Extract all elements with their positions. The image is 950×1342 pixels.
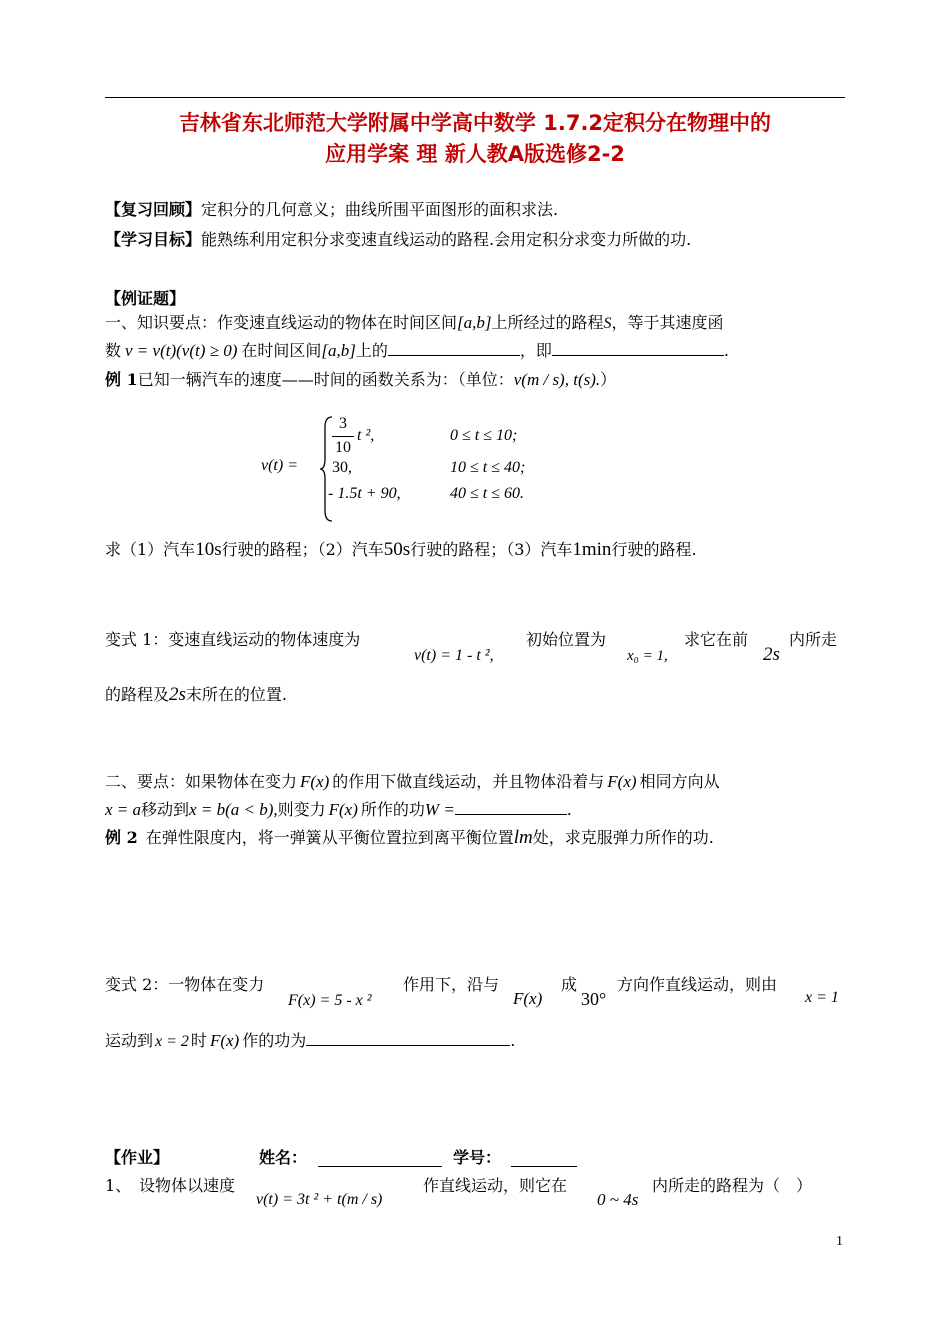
variant2-text-a: 变式 2：一物体在变力 bbox=[105, 975, 265, 994]
example1-line bbox=[105, 368, 616, 392]
variant1-text-c: 求它在前 bbox=[684, 630, 749, 649]
example1-text: 已知一辆汽车的速度——时间的函数关系为：（单位： bbox=[137, 370, 514, 389]
variant1-2s: 2s bbox=[763, 644, 780, 665]
fraction-denominator: 10 bbox=[335, 439, 351, 456]
variant1-velocity: v(t) = 1 - t ², bbox=[414, 647, 494, 664]
point2-text-c: 相同方向从 bbox=[639, 772, 720, 791]
point1-text-h: . bbox=[723, 341, 729, 360]
point2-line-1 bbox=[105, 770, 720, 794]
goal-text: 能熟练利用定积分求变速直线运动的路程.会用定积分求变力所做的功. bbox=[201, 230, 692, 249]
id-field[interactable] bbox=[511, 1150, 577, 1167]
variant2-text-h: . bbox=[510, 1031, 516, 1050]
variant1-text-b: 初始位置为 bbox=[526, 630, 607, 649]
example1-label: 例 1 bbox=[105, 370, 138, 389]
example1-close: ） bbox=[600, 370, 617, 389]
homework-q1-text-a: 设物体以速度 bbox=[139, 1176, 236, 1195]
goal-line bbox=[105, 228, 691, 252]
example2-line bbox=[105, 826, 714, 850]
homework-q1-range: 0 ~ 4s bbox=[597, 1190, 639, 1209]
homework-label: 【作业】 bbox=[105, 1148, 170, 1167]
case2-condition: 10 ≤ t ≤ 40; bbox=[450, 459, 526, 476]
point1-line-1 bbox=[105, 311, 724, 336]
example2-label: 例 2 bbox=[105, 828, 138, 847]
point2-line-2 bbox=[105, 798, 572, 822]
blank-3[interactable] bbox=[455, 798, 567, 815]
time-50s: 50s bbox=[383, 539, 411, 560]
force-fx-2: F(x) bbox=[607, 772, 637, 791]
x-equals-b: x = b(a < b), bbox=[189, 800, 278, 819]
point2-text-a: 二、要点：如果物体在变力 bbox=[105, 772, 298, 791]
homework-name-label: 姓名： bbox=[259, 1148, 308, 1167]
time-1min: 1min bbox=[572, 539, 612, 560]
example2-text-b: 处，求克服弹力所作的功. bbox=[532, 828, 714, 847]
angle-30: 30° bbox=[581, 989, 607, 1009]
variant2-text-b: 作用下，沿与 bbox=[403, 975, 500, 994]
variant1-line-2 bbox=[105, 683, 287, 707]
variant2-fx-2: F(x) bbox=[209, 1031, 240, 1050]
homework-q1-num: 1、 bbox=[105, 1176, 132, 1195]
case3-expr: - 1.5t + 90, bbox=[328, 485, 401, 502]
case2-expr: 30, bbox=[332, 459, 352, 476]
goal-label: 【学习目标】 bbox=[105, 230, 202, 249]
point2-text-b: 的作用下做直线运动，并且物体沿着与 bbox=[332, 772, 605, 791]
fraction-bar bbox=[332, 436, 354, 437]
point1-text-b: 上所经过的路程 bbox=[491, 313, 604, 332]
review-line bbox=[105, 198, 558, 222]
point1-text-a: 一、知识要点：作变速直线运动的物体在时间区间 bbox=[105, 313, 458, 332]
force-fx: F(x) bbox=[300, 772, 330, 791]
variant1-x0: x₀ = 1, bbox=[627, 648, 668, 664]
point2-text-g: . bbox=[566, 800, 572, 819]
question-text-c: 行驶的路程；（3）汽车 bbox=[410, 540, 573, 559]
point1-text-f: 上的 bbox=[355, 341, 388, 360]
velocity-expr: v = v(t)(v(t) ≥ 0) bbox=[125, 341, 238, 360]
variant2-text-f: 时 bbox=[190, 1031, 207, 1050]
variant2-text-g: 作的功为 bbox=[242, 1031, 307, 1050]
case1-expr: t ², bbox=[357, 427, 375, 444]
point1-text-d: 数 bbox=[105, 341, 122, 360]
interval-ab: [a,b] bbox=[457, 313, 492, 332]
point1-line-2 bbox=[105, 339, 729, 363]
case1-condition: 0 ≤ t ≤ 10; bbox=[450, 427, 518, 444]
point1-text-g: ，即 bbox=[519, 341, 552, 360]
case3-condition: 40 ≤ t ≤ 60. bbox=[450, 485, 525, 502]
point2-text-e: 则变力 bbox=[277, 800, 326, 819]
example1-questions bbox=[105, 538, 697, 562]
variant1-text-f: 末所在的位置. bbox=[185, 685, 288, 704]
point2-text-d: 移动到 bbox=[141, 800, 190, 819]
length-lm: lm bbox=[513, 827, 533, 848]
fraction-numerator: 3 bbox=[339, 415, 347, 432]
question-text-d: 行驶的路程. bbox=[611, 540, 697, 559]
distance-s: S bbox=[603, 315, 612, 332]
question-text-b: 行驶的路程；（2）汽车 bbox=[221, 540, 384, 559]
blank-2[interactable] bbox=[552, 339, 724, 356]
variant2-text-c: 成 bbox=[561, 975, 578, 994]
name-field[interactable] bbox=[318, 1150, 442, 1167]
variant2-text-e: 运动到 bbox=[105, 1031, 154, 1050]
piecewise-lhs: v(t) = bbox=[261, 457, 298, 474]
interval-ab-2: [a,b] bbox=[321, 341, 356, 360]
review-text: 定积分的几何意义；曲线所围平面图形的面积求法. bbox=[201, 200, 559, 219]
header-rule bbox=[105, 97, 845, 98]
variant1-text-a: 变式 1：变速直线运动的物体速度为 bbox=[105, 630, 361, 649]
variant1-text-d: 内所走 bbox=[789, 630, 838, 649]
variant2-x1: x = 1 bbox=[805, 989, 839, 1006]
variant2-force: F(x) = 5 - x ² bbox=[288, 992, 372, 1009]
force-fx-3: F(x) bbox=[328, 800, 358, 819]
variant2-fx: F(x) bbox=[513, 989, 543, 1008]
title-line-2: 应用学案 理 新人教A版选修2-2 bbox=[325, 142, 625, 166]
variant1-2s-b: 2s bbox=[169, 684, 186, 705]
point2-text-f: 所作的功 bbox=[360, 800, 425, 819]
variant2-text-d: 方向作直线运动，则由 bbox=[617, 975, 778, 994]
point1-text-c: ，等于其速度函 bbox=[611, 313, 724, 332]
homework-q1-text-c: 内所走的路程为（ ） bbox=[652, 1176, 813, 1195]
question-text-a: 求（1）汽车 bbox=[105, 540, 196, 559]
title-line-1: 吉林省东北师范大学附属中学高中数学 1.7.2定积分在物理中的 bbox=[178, 111, 772, 135]
variant1-text-e: 的路程及 bbox=[105, 685, 170, 704]
page-number: 1 bbox=[836, 1234, 843, 1249]
review-label: 【复习回顾】 bbox=[105, 200, 202, 219]
homework-q1-velocity: v(t) = 3t ² + t(m / s) bbox=[256, 1191, 383, 1208]
x-equals-a: x = a bbox=[105, 800, 142, 819]
variant2-line-2 bbox=[105, 1029, 515, 1054]
examples-heading: 【例证题】 bbox=[105, 289, 186, 308]
point1-text-e: 在时间区间 bbox=[241, 341, 322, 360]
blank-1[interactable] bbox=[388, 339, 520, 356]
blank-4[interactable] bbox=[306, 1029, 510, 1046]
homework-q1-text-b: 作直线运动，则它在 bbox=[423, 1176, 568, 1195]
homework-id-label: 学号： bbox=[453, 1148, 502, 1167]
work-w: W = bbox=[424, 800, 455, 819]
variant2-x2: x = 2 bbox=[155, 1033, 189, 1050]
time-10s: 10s bbox=[195, 539, 222, 560]
example1-units: v(m / s), t(s). bbox=[513, 370, 601, 389]
example2-text-a: 在弹性限度内，将一弹簧从平衡位置拉到离平衡位置 bbox=[145, 828, 514, 847]
